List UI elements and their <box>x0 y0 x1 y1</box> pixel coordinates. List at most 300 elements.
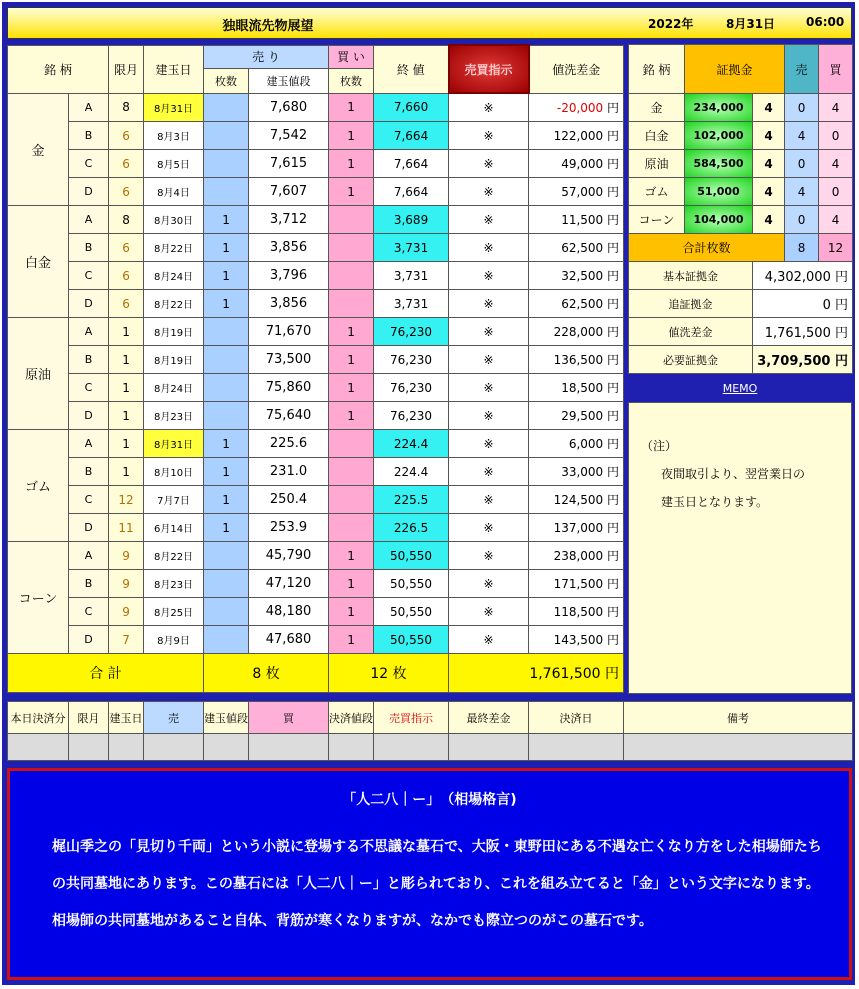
summary-amount: 1,761,500 <box>764 326 831 341</box>
memo-line-2: 夜間取引より、翌営業日の <box>661 467 806 481</box>
diff-value: 228,000 <box>553 325 604 339</box>
brand-name: 金 <box>8 93 69 206</box>
table-row <box>8 93 624 122</box>
settlement-col: 決済値段 <box>329 702 374 734</box>
col-instruction <box>449 45 529 93</box>
open-price: 231.0 <box>249 458 329 486</box>
memo-link[interactable]: MEMO <box>722 382 758 395</box>
contract-month: 6 <box>109 234 144 262</box>
sell-count: 1 <box>204 458 249 486</box>
open-date: 8月22日 <box>144 542 204 570</box>
settlement-col: 限月 <box>69 702 109 734</box>
margin-sell: 4 <box>785 122 819 150</box>
buy-count: 1 <box>329 402 374 430</box>
contract-sub: B <box>69 346 109 374</box>
settlement-cell <box>109 734 144 761</box>
settlement-cell <box>69 734 109 761</box>
summary-label: 追証拠金 <box>629 290 753 318</box>
memo-line-3: 建玉日となります。 <box>661 495 769 509</box>
instruction-mark: ※ <box>449 262 529 290</box>
table-row <box>8 514 624 542</box>
mark-to-market <box>529 542 624 570</box>
contract-month: 9 <box>109 542 144 570</box>
instruction-mark: ※ <box>449 598 529 626</box>
margin-table <box>628 44 853 374</box>
positions-table <box>7 44 624 693</box>
mark-to-market <box>529 346 624 374</box>
contract-sub: C <box>69 374 109 402</box>
settlement-cell <box>204 734 249 761</box>
mark-to-market <box>529 486 624 514</box>
diff-yen: 円 <box>607 157 620 171</box>
margin-amount: 104,000 <box>685 206 753 234</box>
instruction-mark: ※ <box>449 430 529 458</box>
contract-month: 9 <box>109 598 144 626</box>
diff-yen: 円 <box>607 409 620 423</box>
margin-buy: 4 <box>819 150 853 178</box>
table-row <box>8 150 624 178</box>
open-date: 8月24日 <box>144 262 204 290</box>
total-label: 合 計 <box>8 654 204 693</box>
contract-month: 1 <box>109 374 144 402</box>
open-date: 8月25日 <box>144 598 204 626</box>
summary-row <box>629 318 853 346</box>
instruction-mark: ※ <box>449 206 529 234</box>
buy-count: 1 <box>329 150 374 178</box>
sell-count: 1 <box>204 290 249 318</box>
sell-count: 1 <box>204 206 249 234</box>
buy-count: 1 <box>329 178 374 206</box>
summary-value <box>753 318 853 346</box>
mark-to-market <box>529 178 624 206</box>
col-close: 終 値 <box>374 45 449 93</box>
table-row <box>8 486 624 514</box>
diff-yen: 円 <box>607 297 620 311</box>
margin-buy: 0 <box>819 122 853 150</box>
settlement-col: 決済日 <box>529 702 624 734</box>
margin-units: 4 <box>753 178 785 206</box>
contract-sub: C <box>69 486 109 514</box>
summary-label: 必要証拠金 <box>629 346 753 374</box>
contract-month: 6 <box>109 178 144 206</box>
summary-row <box>629 346 853 374</box>
settlement-cell <box>449 734 529 761</box>
total-buy: 12 枚 <box>329 654 449 693</box>
contract-month: 1 <box>109 346 144 374</box>
instruction-mark: ※ <box>449 150 529 178</box>
settlement-cell <box>624 734 853 761</box>
sell-count <box>204 318 249 346</box>
mark-to-market <box>529 374 624 402</box>
header-year: 2022年 <box>648 17 694 31</box>
contract-month: 12 <box>109 486 144 514</box>
sell-count <box>204 570 249 598</box>
open-price: 3,796 <box>249 262 329 290</box>
sell-count <box>204 122 249 150</box>
margin-row <box>629 150 853 178</box>
header-date: 8月31日 <box>726 17 776 31</box>
brand-name: ゴム <box>8 430 69 542</box>
summary-label: 値洗差金 <box>629 318 753 346</box>
close-price: 76,230 <box>374 374 449 402</box>
margin-units: 4 <box>753 206 785 234</box>
open-date: 8月19日 <box>144 318 204 346</box>
table-row <box>8 570 624 598</box>
quote-box <box>7 768 852 980</box>
close-price: 50,550 <box>374 626 449 654</box>
contract-sub: A <box>69 206 109 234</box>
margin-sell: 4 <box>785 178 819 206</box>
open-price: 253.9 <box>249 514 329 542</box>
open-date: 8月31日 <box>144 93 204 122</box>
contract-sub: A <box>69 318 109 346</box>
margin-brand: 原油 <box>629 150 685 178</box>
close-price: 7,660 <box>374 93 449 122</box>
contract-month: 1 <box>109 458 144 486</box>
contract-sub: C <box>69 598 109 626</box>
settlement-col: 建玉日 <box>109 702 144 734</box>
diff-yen: 円 <box>607 100 620 115</box>
sell-count: 1 <box>204 262 249 290</box>
contract-month: 1 <box>109 318 144 346</box>
contract-sub: A <box>69 542 109 570</box>
summary-yen: 円 <box>835 326 849 341</box>
contract-month: 6 <box>109 150 144 178</box>
buy-count <box>329 486 374 514</box>
settlement-col: 最終差金 <box>449 702 529 734</box>
margin-sell: 0 <box>785 150 819 178</box>
open-price: 73,500 <box>249 346 329 374</box>
brand-name: 白金 <box>8 206 69 318</box>
diff-value: 122,000 <box>553 129 604 143</box>
open-date: 8月23日 <box>144 402 204 430</box>
table-row <box>8 598 624 626</box>
summary-row <box>629 262 853 290</box>
contract-month: 8 <box>109 206 144 234</box>
table-row <box>8 346 624 374</box>
close-price: 3,689 <box>374 206 449 234</box>
open-price: 7,607 <box>249 178 329 206</box>
col-brand: 銘 柄 <box>8 45 109 93</box>
open-price: 225.6 <box>249 430 329 458</box>
instruction-mark: ※ <box>449 570 529 598</box>
open-price: 75,640 <box>249 402 329 430</box>
diff-value: 62,500 <box>561 241 604 255</box>
diff-yen: 円 <box>607 437 620 451</box>
margin-amount: 234,000 <box>685 94 753 122</box>
close-price: 76,230 <box>374 402 449 430</box>
settlement-col: 本日決済分 <box>8 702 69 734</box>
total-diff-value: 1,761,500 <box>529 666 601 682</box>
margin-brand: ゴム <box>629 178 685 206</box>
margin-row <box>629 94 853 122</box>
instruction-mark: ※ <box>449 402 529 430</box>
contract-sub: A <box>69 430 109 458</box>
close-price: 7,664 <box>374 178 449 206</box>
header-time: 06:00 <box>806 15 845 29</box>
contract-month: 7 <box>109 626 144 654</box>
instruction-mark: ※ <box>449 346 529 374</box>
diff-value: 32,500 <box>561 269 604 283</box>
diff-yen: 円 <box>607 605 620 619</box>
settlement-cell <box>8 734 69 761</box>
summary-yen: 円 <box>835 298 849 313</box>
margin-brand: 白金 <box>629 122 685 150</box>
brand-name: コーン <box>8 542 69 654</box>
mark-to-market <box>529 150 624 178</box>
open-price: 47,680 <box>249 626 329 654</box>
summary-yen: 円 <box>835 270 849 285</box>
open-price: 7,680 <box>249 93 329 122</box>
open-date: 6月14日 <box>144 514 204 542</box>
sell-count <box>204 178 249 206</box>
margin-buy: 4 <box>819 94 853 122</box>
contract-sub: C <box>69 150 109 178</box>
diff-value: 18,500 <box>561 381 604 395</box>
sell-count: 1 <box>204 514 249 542</box>
mark-to-market <box>529 514 624 542</box>
diff-value: 136,500 <box>553 353 604 367</box>
settlement-col: 建玉値段 <box>204 702 249 734</box>
summary-amount: 4,302,000 <box>764 270 831 285</box>
close-price: 226.5 <box>374 514 449 542</box>
open-date: 8月9日 <box>144 626 204 654</box>
diff-yen: 円 <box>607 241 620 255</box>
diff-value: 238,000 <box>553 549 604 563</box>
summary-amount: 0 <box>822 298 831 313</box>
buy-count: 1 <box>329 374 374 402</box>
sell-count: 1 <box>204 430 249 458</box>
settlement-col: 備考 <box>624 702 853 734</box>
buy-count: 1 <box>329 318 374 346</box>
sell-count <box>204 346 249 374</box>
open-price: 48,180 <box>249 598 329 626</box>
instruction-mark: ※ <box>449 93 529 122</box>
diff-yen: 円 <box>607 185 620 199</box>
summary-row <box>629 290 853 318</box>
diff-value: 29,500 <box>561 409 604 423</box>
sell-count <box>204 626 249 654</box>
diff-yen: 円 <box>607 633 620 647</box>
mark-to-market <box>529 598 624 626</box>
mark-to-market <box>529 570 624 598</box>
close-price: 3,731 <box>374 290 449 318</box>
col-price: 建玉値段 <box>249 68 329 93</box>
diff-value: 124,500 <box>553 493 604 507</box>
buy-count: 1 <box>329 346 374 374</box>
instruction-mark: ※ <box>449 626 529 654</box>
mark-to-market <box>529 234 624 262</box>
mark-to-market <box>529 290 624 318</box>
instruction-mark: ※ <box>449 318 529 346</box>
diff-yen: 円 <box>607 577 620 591</box>
contract-sub: B <box>69 234 109 262</box>
open-date: 8月19日 <box>144 346 204 374</box>
close-price: 224.4 <box>374 430 449 458</box>
open-date: 8月24日 <box>144 374 204 402</box>
buy-count <box>329 458 374 486</box>
open-price: 45,790 <box>249 542 329 570</box>
open-price: 7,615 <box>249 150 329 178</box>
diff-value: 62,500 <box>561 297 604 311</box>
contract-month: 6 <box>109 122 144 150</box>
margin-amount: 102,000 <box>685 122 753 150</box>
col-diff: 値洗差金 <box>529 45 624 93</box>
close-price: 3,731 <box>374 262 449 290</box>
settlement-col: 売買指示 <box>374 702 449 734</box>
sell-count: 1 <box>204 234 249 262</box>
table-row <box>8 374 624 402</box>
contract-sub: B <box>69 458 109 486</box>
table-row <box>8 262 624 290</box>
col-gen: 限月 <box>109 45 144 93</box>
col-date: 建玉日 <box>144 45 204 93</box>
open-date: 8月10日 <box>144 458 204 486</box>
contract-sub: A <box>69 93 109 122</box>
instruction-mark: ※ <box>449 486 529 514</box>
sell-count <box>204 93 249 122</box>
open-price: 3,712 <box>249 206 329 234</box>
margin-row <box>629 178 853 206</box>
diff-value: 171,500 <box>553 577 604 591</box>
contract-month: 1 <box>109 402 144 430</box>
contract-sub: B <box>69 122 109 150</box>
mark-to-market <box>529 458 624 486</box>
diff-yen: 円 <box>607 521 620 535</box>
close-price: 50,550 <box>374 542 449 570</box>
contract-month: 8 <box>109 93 144 122</box>
instruction-mark: ※ <box>449 458 529 486</box>
summary-value <box>753 290 853 318</box>
diff-value: 57,000 <box>561 185 604 199</box>
summary-amount: 3,709,500 <box>757 354 831 369</box>
buy-count <box>329 262 374 290</box>
diff-value: 137,000 <box>553 521 604 535</box>
instruction-mark: ※ <box>449 122 529 150</box>
margin-buy: 4 <box>819 206 853 234</box>
total-sell: 8 枚 <box>204 654 329 693</box>
margin-total-sell: 8 <box>785 234 819 262</box>
table-row <box>8 430 624 458</box>
diff-yen: 円 <box>607 493 620 507</box>
margin-amount: 51,000 <box>685 178 753 206</box>
margin-row <box>629 122 853 150</box>
settlement-cell <box>329 734 374 761</box>
instruction-mark: ※ <box>449 178 529 206</box>
open-date: 8月3日 <box>144 122 204 150</box>
margin-col-brand: 銘 柄 <box>629 45 685 94</box>
instruction-mark: ※ <box>449 234 529 262</box>
contract-sub: D <box>69 402 109 430</box>
open-price: 75,860 <box>249 374 329 402</box>
open-date: 8月22日 <box>144 234 204 262</box>
memo-panel <box>628 402 852 694</box>
settlement-col: 買 <box>249 702 329 734</box>
table-row <box>8 234 624 262</box>
margin-units: 4 <box>753 150 785 178</box>
margin-units: 4 <box>753 94 785 122</box>
quote-body: 梶山季之の「見切り千両」という小説に登場する不思議な墓石で、大阪・東野田にある不遇な亡くなり方をした相場師たちの共同墓地にあります。この墓石には「人二八｜ー」と彫られており、これを組み立てると「金」という文字になります。相場師の共同墓地があること自体、背筋が寒くなりますが、なかでも際立つのがこの墓石です。 <box>52 839 822 929</box>
diff-value: 6,000 <box>568 437 604 451</box>
table-row <box>8 178 624 206</box>
summary-yen: 円 <box>835 354 849 369</box>
instruction-mark: ※ <box>449 290 529 318</box>
open-date: 8月22日 <box>144 290 204 318</box>
buy-count: 1 <box>329 598 374 626</box>
summary-value <box>753 346 853 374</box>
margin-col-buy: 買 <box>819 45 853 94</box>
settlement-cell <box>374 734 449 761</box>
contract-sub: D <box>69 514 109 542</box>
margin-brand: コーン <box>629 206 685 234</box>
contract-sub: B <box>69 570 109 598</box>
table-row <box>8 122 624 150</box>
margin-buy: 0 <box>819 178 853 206</box>
buy-count: 1 <box>329 626 374 654</box>
mark-to-market <box>529 93 624 122</box>
diff-value: 143,500 <box>553 633 604 647</box>
diff-yen: 円 <box>607 549 620 563</box>
mark-to-market <box>529 122 624 150</box>
col-sell: 売 り <box>204 45 329 68</box>
close-price: 225.5 <box>374 486 449 514</box>
table-row <box>8 206 624 234</box>
margin-amount: 584,500 <box>685 150 753 178</box>
diff-yen: 円 <box>607 213 620 227</box>
table-row <box>8 626 624 654</box>
buy-count: 1 <box>329 570 374 598</box>
open-date: 8月30日 <box>144 206 204 234</box>
page-title: 独眼流先物展望 <box>222 19 314 34</box>
close-price: 50,550 <box>374 598 449 626</box>
instruction-mark: ※ <box>449 374 529 402</box>
margin-col-sell: 売 <box>785 45 819 94</box>
total-diff-yen: 円 <box>605 666 620 682</box>
contract-month: 11 <box>109 514 144 542</box>
open-date: 8月31日 <box>144 430 204 458</box>
buy-count: 1 <box>329 122 374 150</box>
close-price: 76,230 <box>374 346 449 374</box>
quote-title: 「人二八｜ー」 （相場格言) <box>342 792 517 808</box>
summary-label: 基本証拠金 <box>629 262 753 290</box>
margin-brand: 金 <box>629 94 685 122</box>
diff-value: 33,000 <box>561 465 604 479</box>
margin-sell: 0 <box>785 94 819 122</box>
contract-sub: D <box>69 626 109 654</box>
diff-yen: 円 <box>607 353 620 367</box>
open-price: 7,542 <box>249 122 329 150</box>
margin-total-label: 合計枚数 <box>629 234 785 262</box>
contract-month: 1 <box>109 430 144 458</box>
instruction-mark: ※ <box>449 542 529 570</box>
mark-to-market <box>529 430 624 458</box>
sell-count <box>204 598 249 626</box>
buy-count: 1 <box>329 93 374 122</box>
sell-count: 1 <box>204 486 249 514</box>
open-price: 250.4 <box>249 486 329 514</box>
mark-to-market <box>529 206 624 234</box>
table-row <box>8 402 624 430</box>
diff-yen: 円 <box>607 269 620 283</box>
open-price: 3,856 <box>249 234 329 262</box>
table-row <box>8 458 624 486</box>
buy-count <box>329 430 374 458</box>
settlement-cell <box>144 734 204 761</box>
col-instruction-label: 売買指示 <box>464 62 513 77</box>
open-date: 7月7日 <box>144 486 204 514</box>
open-price: 71,670 <box>249 318 329 346</box>
mark-to-market <box>529 402 624 430</box>
